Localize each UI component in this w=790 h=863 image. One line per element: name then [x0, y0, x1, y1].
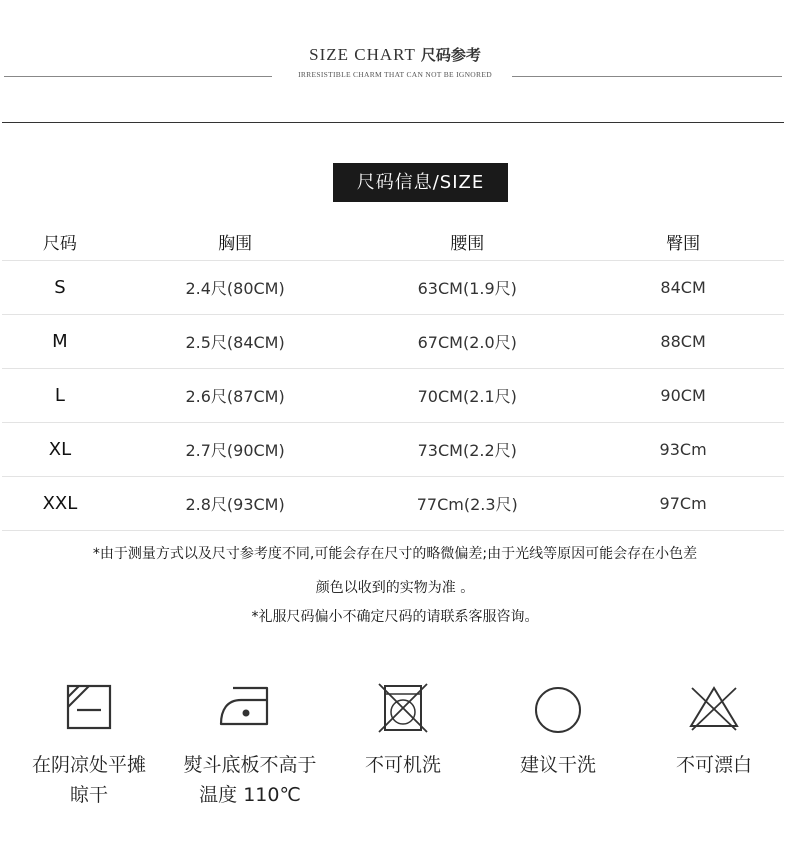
header-divider-right [512, 76, 782, 77]
care-label-line2: 温度 110℃ [199, 784, 301, 806]
size-info-badge: 尺码信息/SIZE [333, 163, 508, 202]
care-label [170, 750, 330, 810]
dry-clean-icon [528, 680, 588, 736]
care-label [9, 750, 169, 810]
title-cn: 尺码参考 [420, 46, 481, 64]
bust-cell: 2.7尺(90CM) [118, 423, 352, 477]
care-label-line1: 熨斗底板不高于 [183, 754, 317, 776]
care-label: 建议干洗 [519, 754, 596, 776]
waist-cell: 70CM(2.1尺) [352, 369, 582, 423]
size-cell: M [2, 315, 118, 369]
hip-cell: 84CM [582, 261, 784, 315]
table-row [2, 261, 784, 315]
size-cell: S [2, 261, 118, 315]
care-label-line1: 在阴凉处平摊 [31, 754, 146, 776]
bust-cell: 2.6尺(87CM) [118, 369, 352, 423]
bust-cell: 2.4尺(80CM) [118, 261, 352, 315]
size-cell: XXL [2, 477, 118, 531]
color-note: 颜色以收到的实物为准 。 [315, 580, 475, 596]
waist-cell: 63CM(1.9尺) [352, 261, 582, 315]
care-item-no-machine-wash [323, 680, 483, 780]
care-item-no-bleach [634, 680, 790, 780]
size-cell: XL [2, 423, 118, 477]
care-item-dry-flat [9, 680, 169, 810]
header-hip: 臀围 [666, 233, 701, 254]
hip-cell: 93Cm [582, 423, 784, 477]
header-bust: 胸围 [218, 233, 253, 254]
care-label: 不可机洗 [364, 754, 441, 776]
waist-cell: 73CM(2.2尺) [352, 423, 582, 477]
bust-cell: 2.8尺(93CM) [118, 477, 352, 531]
size-advice-note: *礼服尺码偏小不确定尺码的请联系客服咨询。 [251, 609, 539, 625]
hip-cell: 97Cm [582, 477, 784, 531]
iron-medium-icon [215, 680, 285, 736]
header-waist: 腰围 [450, 233, 485, 254]
title-en: SIZE CHART [309, 45, 416, 64]
care-label: 不可漂白 [675, 754, 752, 776]
table-header-row [2, 222, 784, 261]
header-subtitle: IRRESISTIBLE CHARM THAT CAN NOT BE IGNORED [298, 70, 492, 79]
table-row [2, 477, 784, 531]
no-bleach-icon [684, 680, 744, 736]
header-rule [2, 122, 784, 123]
waist-cell: 77Cm(2.3尺) [352, 477, 582, 531]
table-row [2, 369, 784, 423]
bust-cell: 2.5尺(84CM) [118, 315, 352, 369]
table-row [2, 423, 784, 477]
size-cell: L [2, 369, 118, 423]
waist-cell: 67CM(2.0尺) [352, 315, 582, 369]
hip-cell: 88CM [582, 315, 784, 369]
header-size: 尺码 [42, 233, 77, 254]
measurement-note: *由于测量方式以及尺寸参考度不同,可能会存在尺寸的略微偏差;由于光线等原因可能会存在小色差 [92, 546, 698, 562]
table-row [2, 315, 784, 369]
dry-flat-shade-icon [59, 680, 119, 736]
size-chart-title [0, 44, 790, 65]
care-item-iron [170, 680, 330, 810]
care-item-dry-clean [478, 680, 638, 780]
care-label-line2: 晾干 [69, 784, 108, 806]
hip-cell: 90CM [582, 369, 784, 423]
size-table [2, 222, 784, 531]
no-machine-wash-icon [373, 680, 433, 736]
